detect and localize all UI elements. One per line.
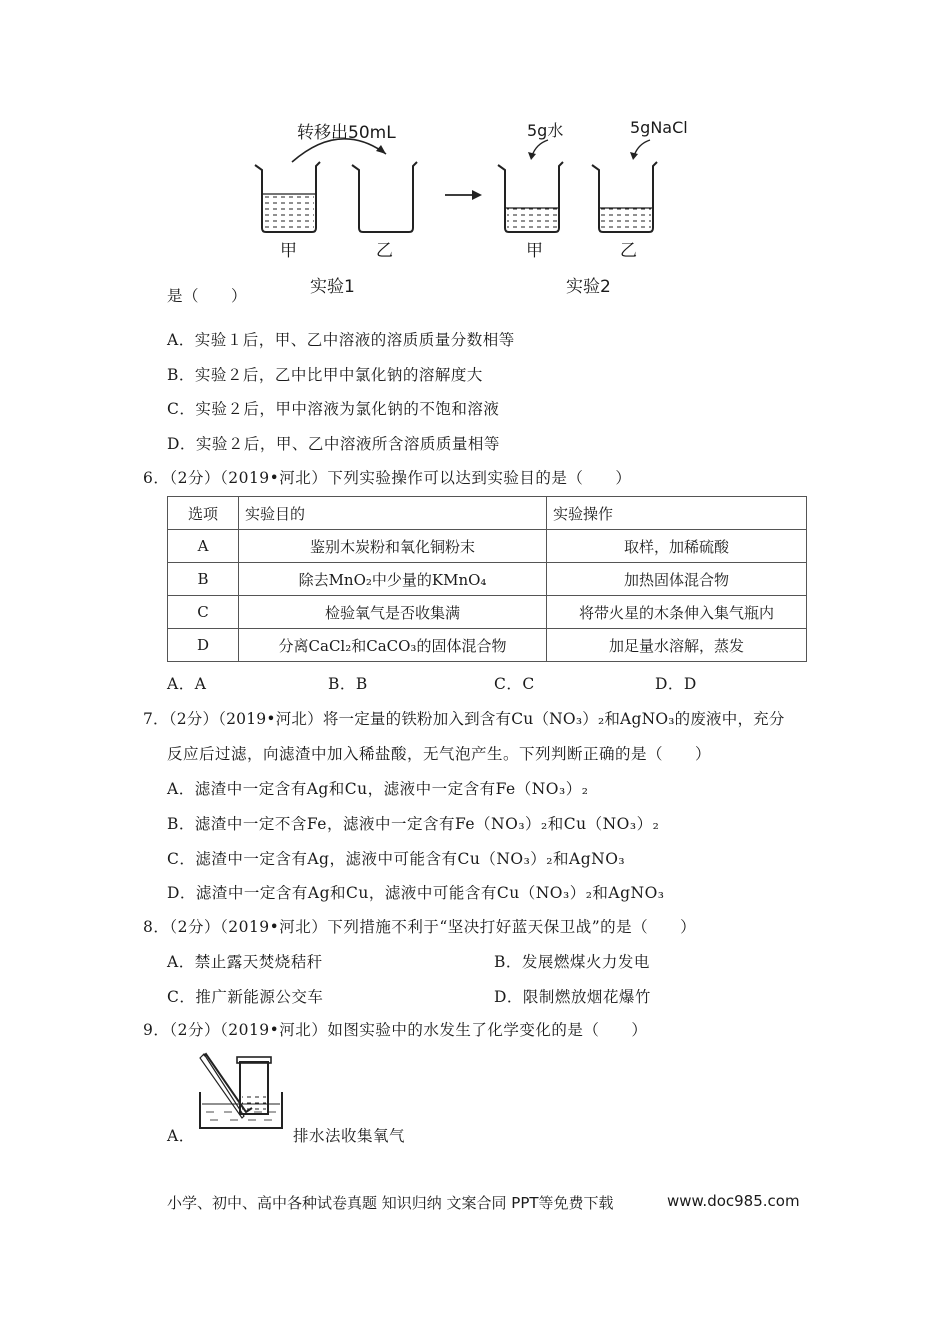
beaker-label-yi-2: 乙 — [620, 241, 637, 261]
q6-answer-a: A．A — [167, 675, 207, 693]
beaker-label-jia-2: 甲 — [526, 241, 543, 261]
q6-answer-c: C．C — [494, 675, 535, 693]
q9-option-a-text: 排水法收集氧气 — [293, 1127, 406, 1145]
q5-stem-tail: 是（ ） — [167, 287, 248, 305]
footer-url[interactable]: www.doc985.com — [667, 1192, 800, 1210]
row-purpose: 鉴别木炭粉和氧化铜粉末 — [239, 530, 547, 563]
q7-option-b: B．滤渣中一定不含Fe，滤液中一定含有Fe（NO₃）₂和Cu（NO₃）₂ — [167, 815, 660, 833]
row-purpose: 检验氧气是否收集满 — [239, 596, 547, 629]
row-option: A — [168, 530, 239, 563]
table-row — [168, 596, 807, 629]
water-collection-figure — [190, 1052, 290, 1132]
beaker-jia-exp1 — [255, 162, 320, 232]
q8-option-a: A．禁止露天焚烧秸秆 — [167, 953, 323, 971]
q9-option-a-letter: A． — [167, 1127, 195, 1145]
row-operation: 加热固体混合物 — [547, 563, 807, 596]
q6-answer-b: B．B — [328, 675, 368, 693]
q6-answer-d: D．D — [655, 675, 697, 693]
row-option: C — [168, 596, 239, 629]
q7-option-d: D．滤渣中一定含有Ag和Cu，滤液中可能含有Cu（NO₃）₂和AgNO₃ — [167, 884, 665, 902]
water-label: 5g水 — [527, 121, 564, 140]
q6-stem: 6．（2分）（2019•河北）下列实验操作可以达到实验目的是（ ） — [143, 469, 632, 487]
q6-table — [167, 496, 807, 662]
q7-option-a: A．滤渣中一定含有Ag和Cu，滤液中一定含有Fe（NO₃）₂ — [167, 780, 589, 798]
q8-option-d: D．限制燃放烟花爆竹 — [494, 988, 651, 1006]
q8-option-b: B．发展燃煤火力发电 — [494, 953, 650, 971]
row-option: B — [168, 563, 239, 596]
q7-stem-line1: 7．（2分）（2019•河北）将一定量的铁粉加入到含有Cu（NO₃）₂和AgNO₃的废液中，充分 — [143, 710, 785, 728]
q7-option-c: C．滤渣中一定含有Ag，滤液中可能含有Cu（NO₃）₂和AgNO₃ — [167, 850, 626, 868]
table-row — [168, 629, 807, 662]
q8-stem: 8．（2分）（2019•河北）下列措施不利于“坚决打好蓝天保卫战”的是（ ） — [143, 918, 697, 936]
beaker-yi-exp2 — [592, 140, 657, 232]
beaker-jia-exp2 — [498, 140, 563, 232]
table-row — [168, 563, 807, 596]
exp2-caption: 实验2 — [566, 277, 611, 297]
table-header-row — [168, 497, 807, 530]
header-operation: 实验操作 — [547, 497, 807, 530]
nacl-label: 5gNaCl — [630, 118, 688, 137]
q8-option-c: C．推广新能源公交车 — [167, 988, 324, 1006]
row-purpose: 分离CaCl₂和CaCO₃的固体混合物 — [239, 629, 547, 662]
table-row — [168, 530, 807, 563]
header-purpose: 实验目的 — [239, 497, 547, 530]
row-operation: 取样，加稀硫酸 — [547, 530, 807, 563]
row-operation: 加足量水溶解，蒸发 — [547, 629, 807, 662]
row-option: D — [168, 629, 239, 662]
row-operation: 将带火星的木条伸入集气瓶内 — [547, 596, 807, 629]
beaker-label-jia-1: 甲 — [280, 241, 297, 261]
row-purpose: 除去MnO₂中少量的KMnO₄ — [239, 563, 547, 596]
q5-option-c: C．实验２后，甲中溶液为氯化钠的不饱和溶液 — [167, 400, 500, 418]
beaker-label-yi-1: 乙 — [376, 241, 393, 261]
footer-text: 小学、初中、高中各种试卷真题 知识归纳 文案合同 PPT等免费下载 — [167, 1194, 614, 1212]
q5-option-a: A．实验１后，甲、乙中溶液的溶质质量分数相等 — [167, 331, 515, 349]
header-option: 选项 — [168, 497, 239, 530]
exp1-caption: 实验1 — [310, 277, 355, 297]
q7-stem-line2: 反应后过滤，向滤渣中加入稀盐酸，无气泡产生。下列判断正确的是（ ） — [167, 745, 712, 763]
q9-stem: 9．（2分）（2019•河北）如图实验中的水发生了化学变化的是（ ） — [143, 1021, 648, 1039]
transfer-label: 转移出50mL — [297, 123, 396, 143]
beaker-yi-exp1 — [352, 162, 417, 232]
q5-option-d: D．实验２后，甲、乙中溶液所含溶质质量相等 — [167, 435, 500, 453]
footer — [167, 1192, 800, 1213]
q5-option-b: B．实验２后，乙中比甲中氯化钠的溶解度大 — [167, 366, 483, 384]
